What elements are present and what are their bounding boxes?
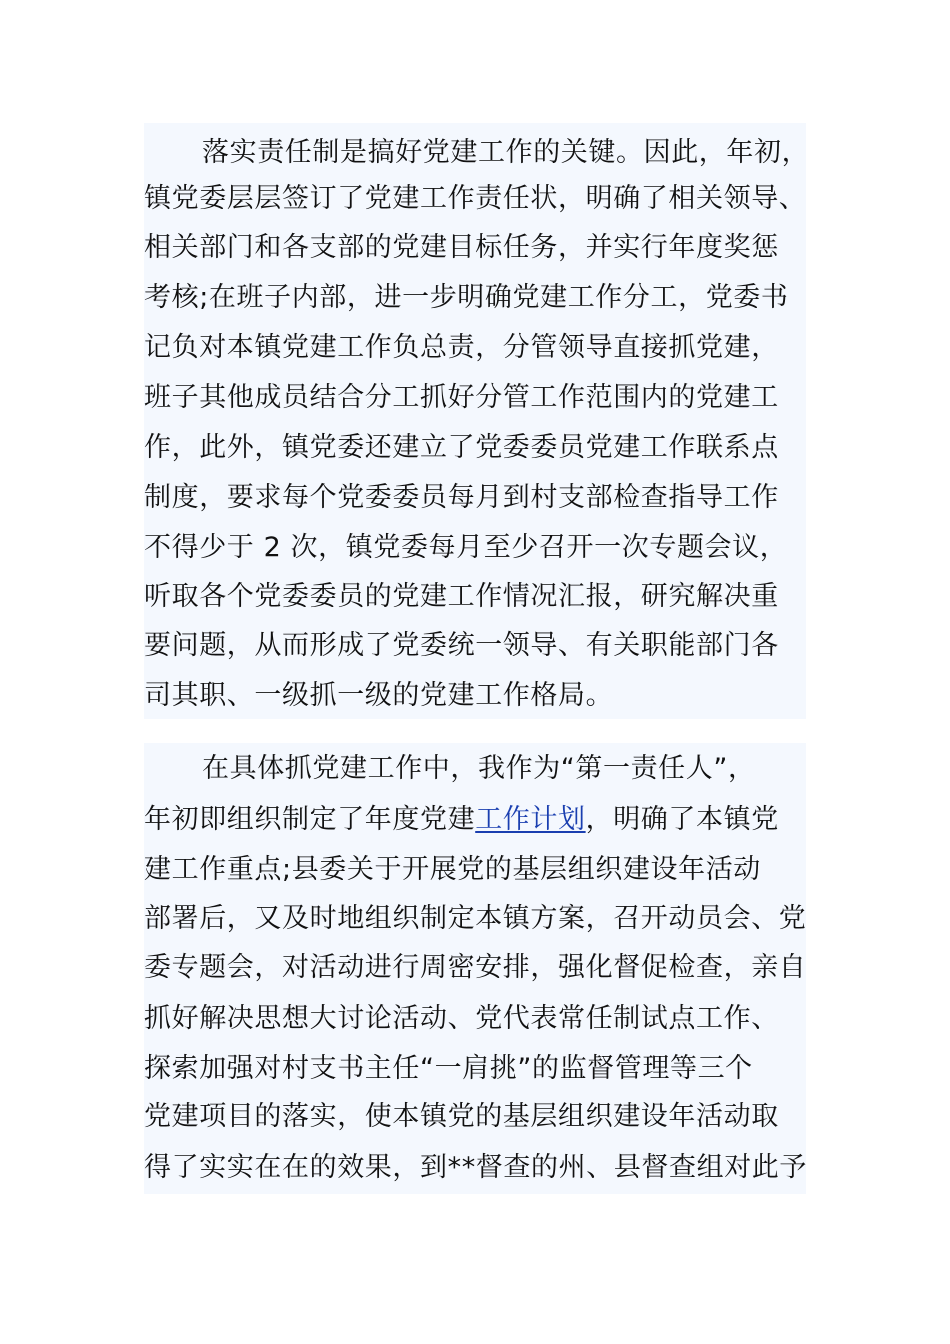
paragraph-line-with-link: [144, 800, 779, 840]
paragraph-line: 探索加强对村支书主任“一肩挑”的监督管理等三个: [144, 1053, 753, 1084]
paragraph-line: 在具体抓党建工作中，我作为“第一责任人”，: [202, 753, 756, 784]
paragraph-line: 班子其他成员结合分工抓好分管工作范围内的党建工: [144, 382, 779, 413]
line-text-before-link: 年初即组织制定了年度党建: [144, 804, 476, 835]
paragraph-line: 落实责任制是搞好党建工作的关键。因此，年初，: [202, 137, 810, 168]
paragraph-line: 制度，要求每个党委委员每月到村支部检查指导工作: [144, 482, 779, 513]
paragraph-line: 抓好解决思想大讨论活动、党代表常任制试点工作、: [144, 1003, 779, 1034]
paragraph-line: 相关部门和各支部的党建目标任务，并实行年度奖惩: [144, 232, 779, 263]
paragraph-line: 记负对本镇党建工作负总责，分管领导直接抓党建，: [144, 332, 779, 363]
paragraph-line: 要问题，从而形成了党委统一领导、有关职能部门各: [144, 630, 779, 661]
paragraph-line: 作，此外，镇党委还建立了党委委员党建工作联系点: [144, 432, 779, 463]
paragraph-line: 部署后，又及时地组织制定本镇方案，召开动员会、党: [144, 903, 807, 934]
paragraph-line: 党建项目的落实，使本镇党的基层组织建设年活动取: [144, 1101, 779, 1132]
paragraph-line: 镇党委层层签订了党建工作责任状，明确了相关领导、: [144, 183, 807, 214]
paragraph-line: 司其职、一级抓一级的党建工作格局。: [144, 680, 614, 711]
paragraph-line: 委专题会，对活动进行周密安排，强化督促检查，亲自: [144, 952, 807, 983]
paragraph-line: 听取各个党委委员的党建工作情况汇报，研究解决重: [144, 581, 779, 612]
line-text-after-link: ，明确了本镇党: [585, 804, 779, 835]
paragraph-line: 得了实实在在的效果，到**督查的州、县督查组对此予: [144, 1152, 807, 1183]
paragraph-line: 建工作重点;县委关于开展党的基层组织建设年活动: [144, 854, 761, 885]
paragraph-first-responsible-person: [144, 743, 806, 1194]
work-plan-link[interactable]: 工作计划: [475, 804, 586, 835]
paragraph-responsibility-system: [144, 123, 810, 719]
paragraph-line: 不得少于 2 次，镇党委每月至少召开一次专题会议，: [144, 532, 788, 563]
paragraph-line: 考核;在班子内部，进一步明确党建工作分工，党委书: [144, 282, 789, 313]
